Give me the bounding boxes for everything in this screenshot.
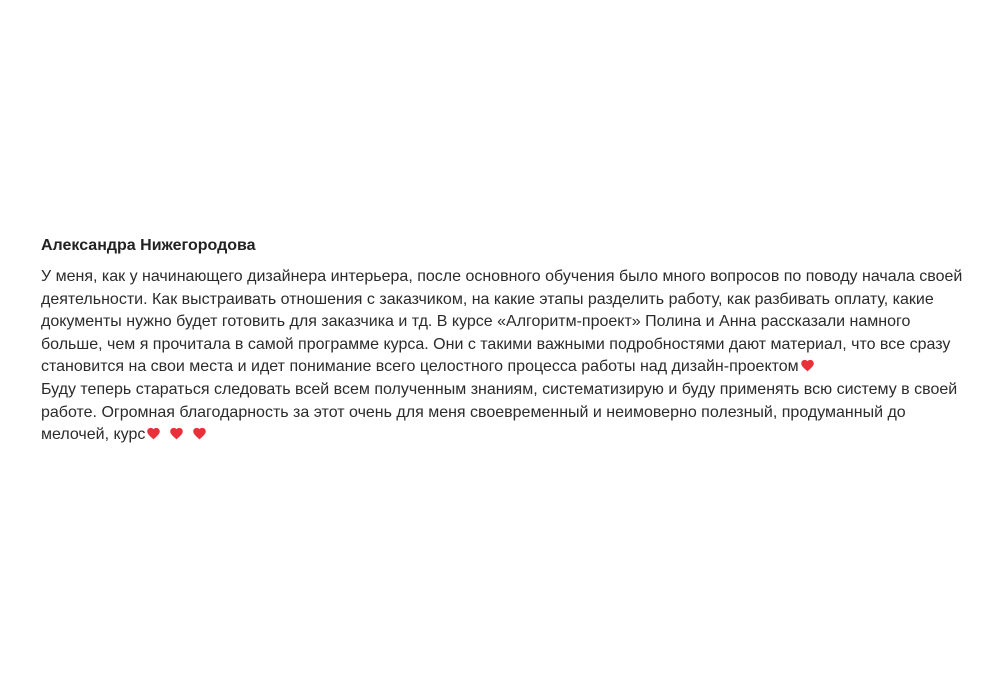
heart-icon (146, 426, 161, 441)
review-paragraph-1 (41, 266, 966, 379)
heart-icon (800, 358, 815, 373)
review-paragraph-2-text: Буду теперь стараться следовать всей всем полученным знаниям, систематизирую и буду применять всю систему в своей работе. Огромная благодарность за этот очень для меня своевременный и неимоверно полезный, продуманный до мелочей, курс (41, 380, 958, 444)
review-card (41, 236, 966, 447)
review-author: Александра Нижегородова (41, 237, 256, 254)
heart-icon (169, 426, 184, 441)
heart-icon (192, 426, 207, 441)
review-paragraph-1-text: У меня, как у начинающего дизайнера интерьера, после основного обучения было много вопросов по поводу начала своей деятельности. Как выстраивать отношения с заказчиком, на какие этапы разделить работу, как разбивать оплату, какие документы нужно будет готовить для заказчика и тд. В курсе «Алгоритм-проект» Полина и Анна рассказали намного больше, чем я прочитала в самой программе курса. Они с такими важными подробностями дают материал, что все сразу становится на свои места и идет понимание всего целостного процесса работы над дизайн-проектом (41, 268, 963, 376)
review-paragraph-2 (41, 379, 966, 447)
